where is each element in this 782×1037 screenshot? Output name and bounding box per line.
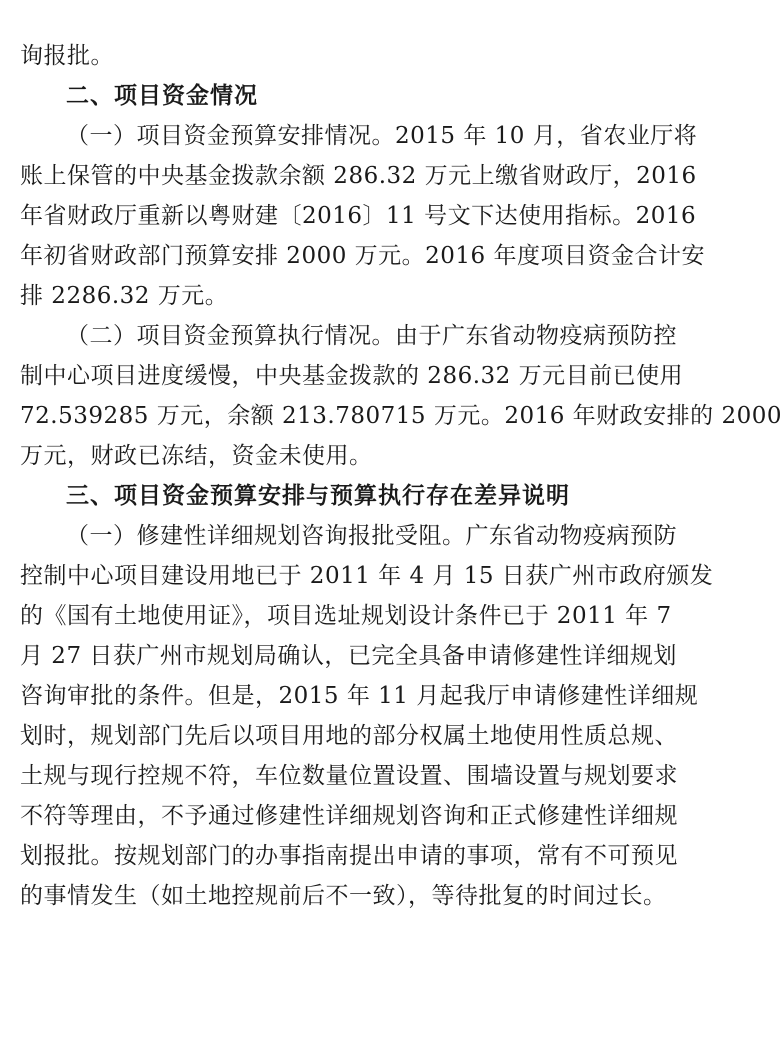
paragraph-line: 72.539285 万元，余额 213.780715 万元。2016 年财政安排的 2000 [20, 403, 782, 429]
section-heading-3: 三、项目资金预算安排与预算执行存在差异说明 [66, 482, 570, 509]
paragraph-line: 咨询审批的条件。但是，2015 年 11 月起我厅申请修建性详细规 [20, 683, 699, 709]
section-heading-2: 二、项目资金情况 [66, 82, 258, 109]
paragraph-line: 年初省财政部门预算安排 2000 万元。2016 年度项目资金合计安 [20, 243, 705, 269]
paragraph-line: 不符等理由，不予通过修建性详细规划咨询和正式修建性详细规 [20, 803, 678, 829]
text-line: 询报批。 [20, 43, 114, 69]
paragraph-line: 的《国有土地使用证》，项目选址规划设计条件已于 2011 年 7 [20, 603, 672, 629]
paragraph-line: （二）项目资金预算执行情况。由于广东省动物疫病预防控 [66, 323, 677, 349]
paragraph-line: （一）项目资金预算安排情况。2015 年 10 月，省农业厅将 [66, 123, 698, 149]
paragraph-line: 的事情发生（如土地控规前后不一致），等待批复的时间过长。 [20, 883, 667, 909]
paragraph-line: 划时，规划部门先后以项目用地的部分权属土地使用性质总规、 [20, 723, 678, 749]
paragraph-line: 控制中心项目建设用地已于 2011 年 4 月 15 日获广州市政府颁发 [20, 563, 714, 589]
paragraph-line: 制中心项目进度缓慢，中央基金拨款的 286.32 万元目前已使用 [20, 363, 684, 389]
paragraph-line: 土规与现行控规不符，车位数量位置设置、围墙设置与规划要求 [20, 763, 678, 789]
paragraph-line: 账上保管的中央基金拨款余额 286.32 万元上缴省财政厅，2016 [20, 163, 697, 189]
paragraph-line: 排 2286.32 万元。 [20, 283, 229, 309]
paragraph-line: 万元，财政已冻结，资金未使用。 [20, 443, 373, 469]
paragraph-line: 月 27 日获广州市规划局确认，已完全具备申请修建性详细规划 [20, 643, 677, 669]
paragraph-line: 年省财政厅重新以粤财建〔2016〕11 号文下达使用指标。2016 [20, 203, 697, 229]
paragraph-line: 划报批。按规划部门的办事指南提出申请的事项，常有不可预见 [20, 843, 678, 869]
paragraph-line: （一）修建性详细规划咨询报批受阻。广东省动物疫病预防 [66, 523, 677, 549]
